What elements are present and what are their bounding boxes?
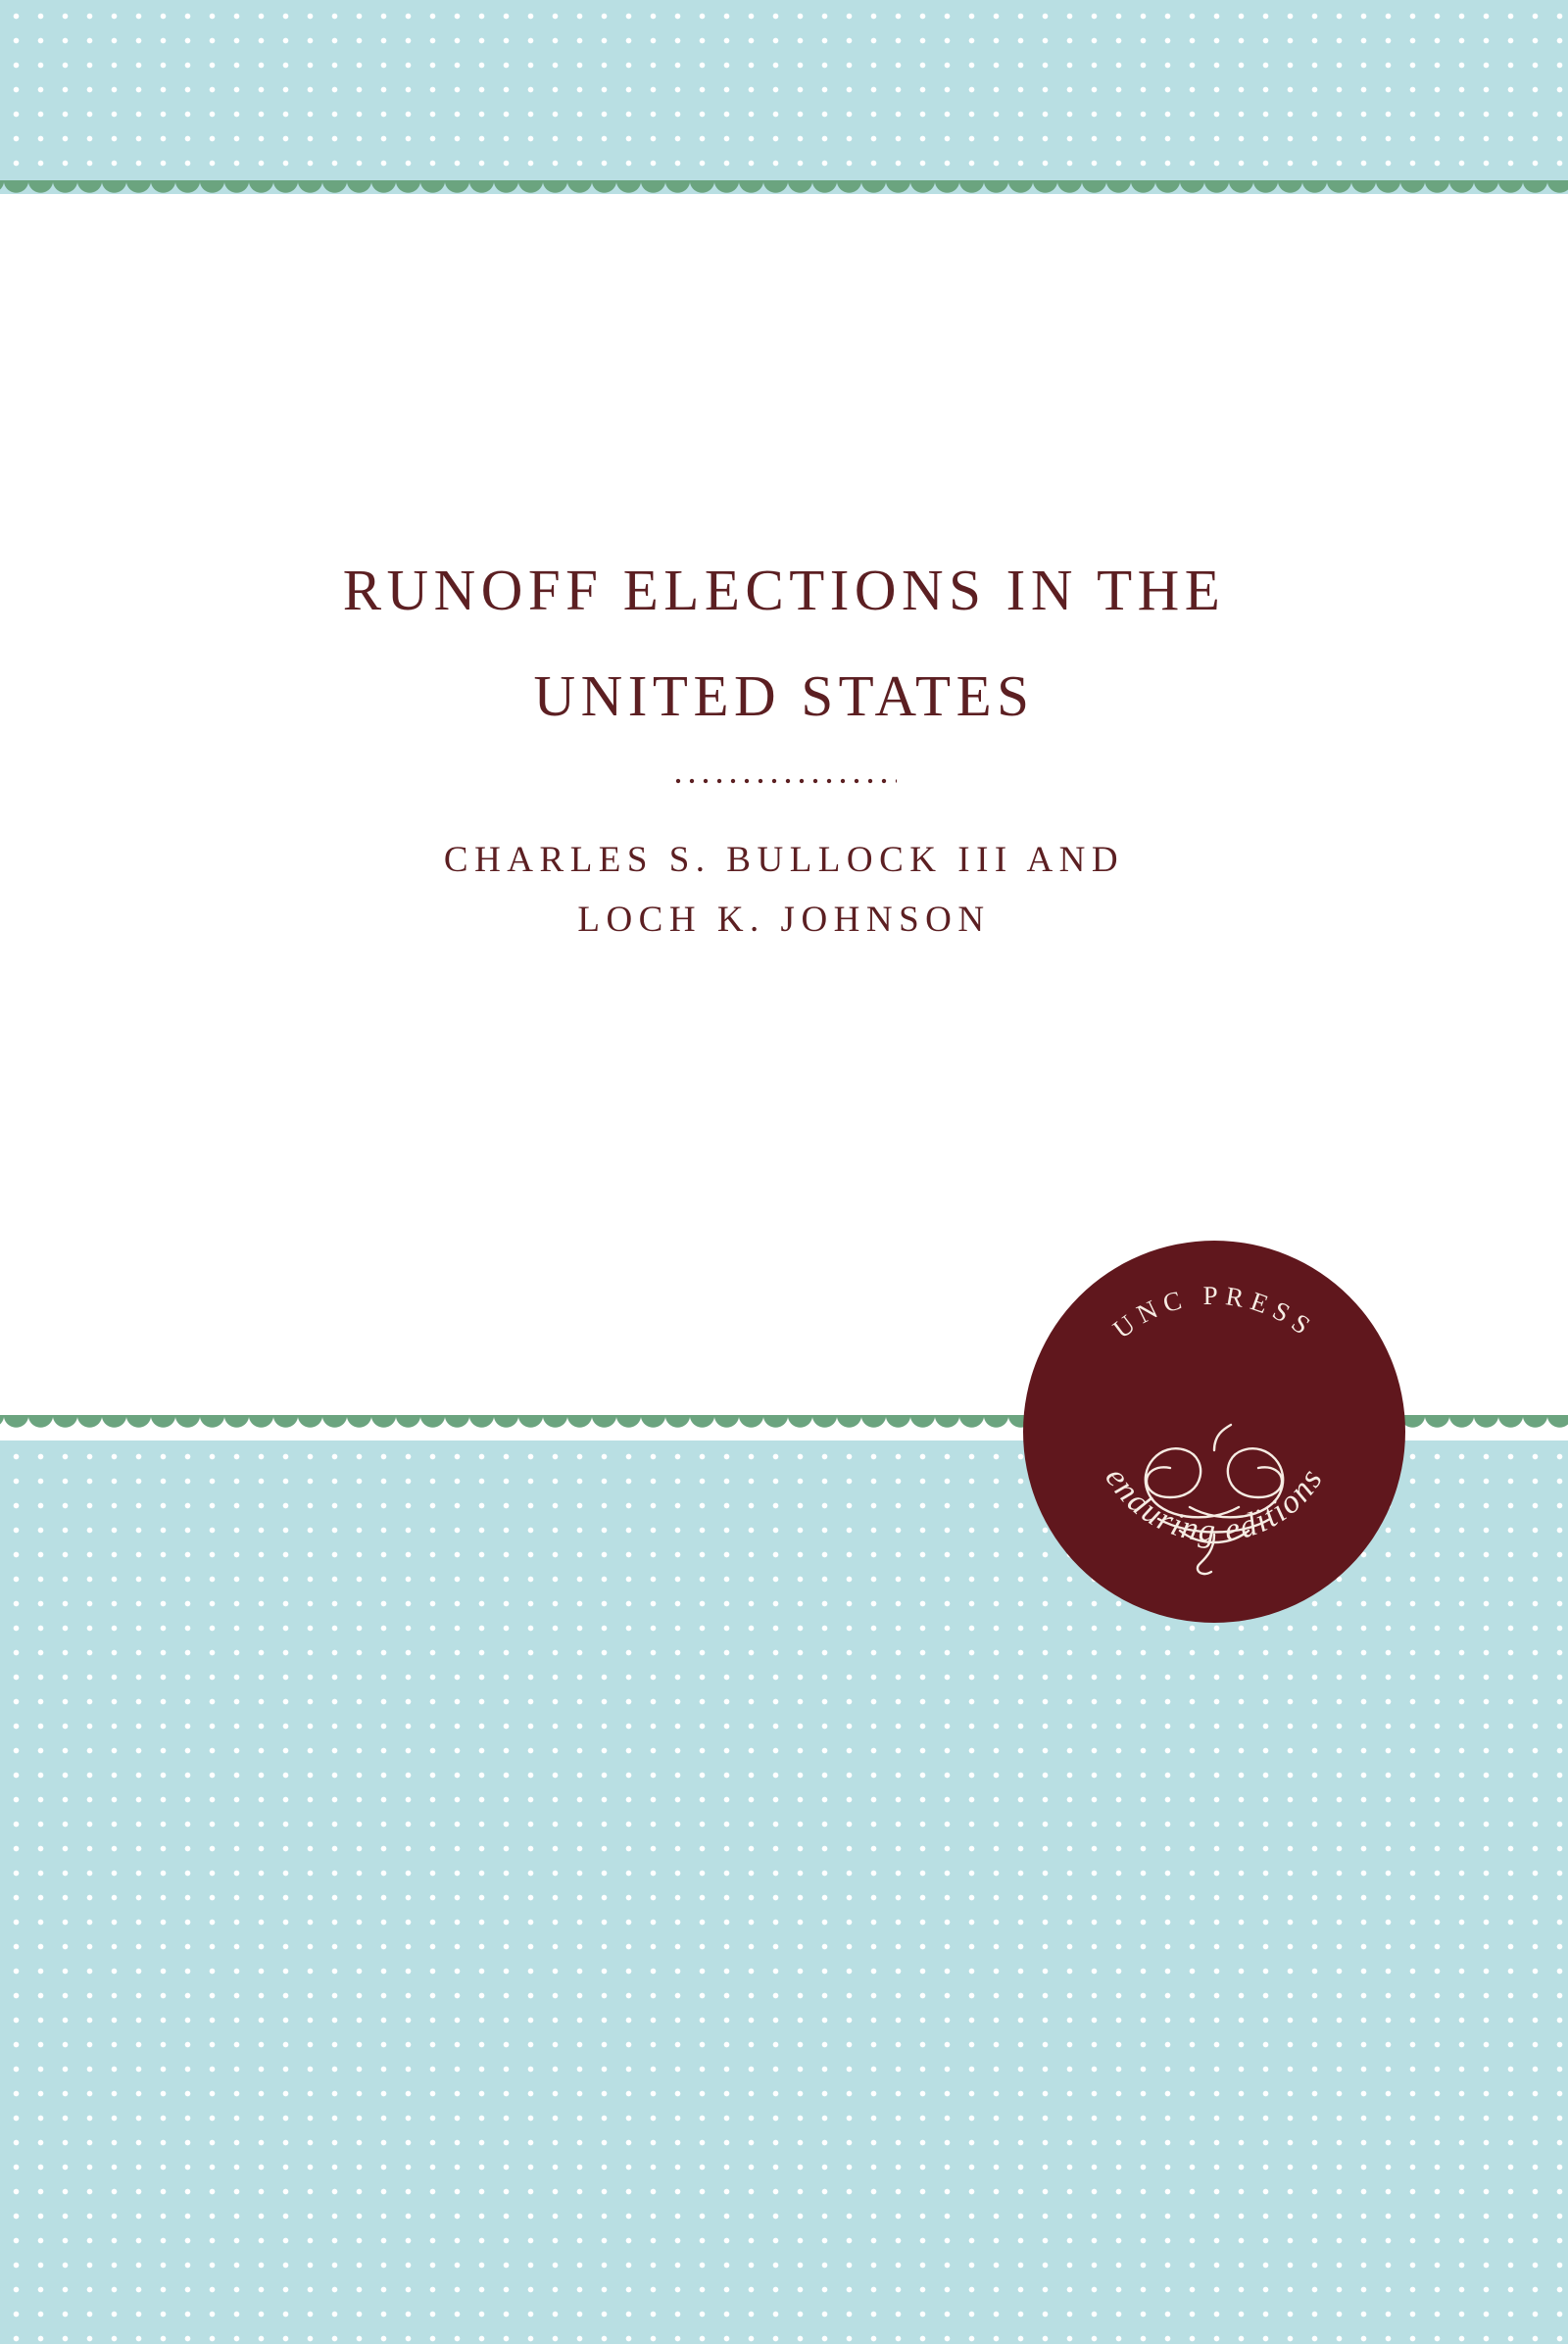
title-block: [0, 549, 1568, 950]
top-scallop-edge: [0, 180, 1568, 208]
dotted-divider: [671, 777, 897, 785]
seal-bottom-text-span: enduring editions: [1098, 1461, 1331, 1550]
title-line-1: RUNOFF ELECTIONS IN THE: [342, 558, 1226, 622]
author-block: [0, 830, 1568, 950]
page-title: [0, 549, 1568, 738]
title-line-2: UNITED STATES: [533, 662, 1035, 728]
seal-flourish-icon: [1146, 1425, 1283, 1574]
seal-top-text-span: UNC PRESS: [1107, 1280, 1322, 1344]
top-dotted-band: [0, 0, 1568, 194]
author-line-1: CHARLES S. BULLOCK III AND: [443, 840, 1125, 881]
author-line-2: LOCH K. JOHNSON: [577, 900, 991, 941]
unc-press-seal: [1023, 1241, 1405, 1623]
seal-top-text: [1107, 1281, 1321, 1344]
